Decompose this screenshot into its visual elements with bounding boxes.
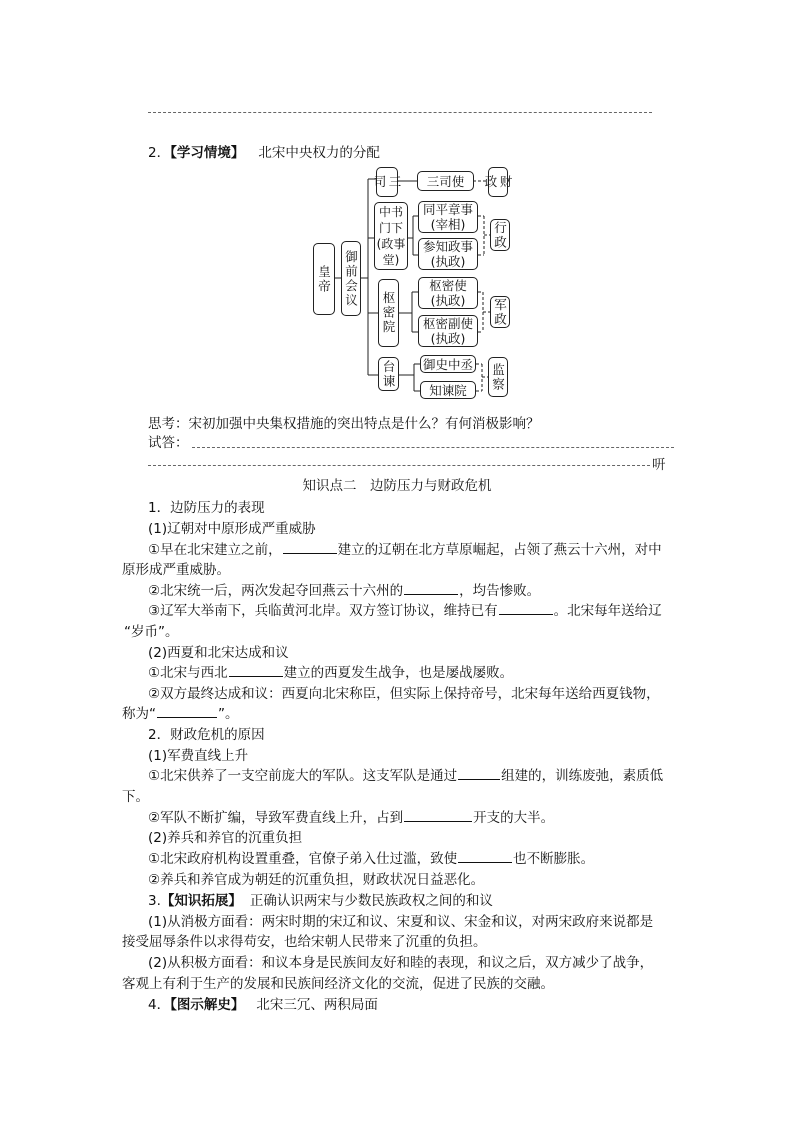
shumifushi-box	[418, 315, 478, 347]
blank-5[interactable]	[157, 703, 217, 718]
p1-a-post: 建立的辽朝在北方草原崛起，占领了燕云十六州，对中	[337, 542, 662, 558]
zhijian-box: 知谏院	[420, 381, 476, 399]
answer-label: 试答：	[148, 435, 189, 451]
section-3-p1-cont: 接受屈辱条件以求得苟安，也给宋朝人民带来了沉重的负担。	[122, 934, 487, 950]
p2-c-pre: ①北宋政府机构设置重叠，官僚子弟入仕过滥，致使	[148, 851, 458, 867]
sansishi-box: 三司使	[417, 171, 474, 191]
jiancha-box: 监察	[488, 357, 508, 397]
p1-a-cont: 原形成严重威胁。	[122, 562, 230, 578]
p2-title: 2．财政危机的原因	[148, 727, 265, 743]
p2-c	[148, 847, 594, 867]
blank-8[interactable]	[458, 848, 512, 863]
p2-sub2: (2)养兵和养官的沉重负担	[148, 830, 303, 846]
section-2-num: 2．	[148, 145, 171, 161]
shumishi-label: 枢密使(执政)	[429, 278, 467, 308]
p2-a-post: 组建的，训练废弛，素质低	[501, 768, 664, 784]
p2-sub1: (1)军费直线上升	[148, 748, 249, 764]
p1-title: 1．边防压力的表现	[148, 500, 265, 516]
caizheng-box: 财政	[488, 167, 508, 197]
section-3-num: 3.	[148, 893, 161, 909]
section-2-tag: 【学习情境】	[170, 145, 245, 161]
p2-a	[148, 764, 663, 784]
p1-d	[148, 661, 513, 681]
p2-d: ②养兵和养官成为朝廷的沉重负担，财政状况日益恶化。	[148, 872, 485, 888]
blank-4[interactable]	[229, 662, 283, 677]
answer-line-top	[148, 112, 652, 113]
section-3-tag: 【知识拓展】	[160, 893, 242, 909]
p2-a-pre: ①北宋供养了一支空前庞大的军队。这支军队是通过	[148, 768, 458, 784]
section-3-p1: (1)从消极方面看：两宋时期的宋辽和议、宋夏和议、宋金和议，对两宋政府来说都是	[148, 914, 654, 930]
p2-b-post: 开支的大半。	[473, 810, 555, 826]
section-4-title	[148, 993, 378, 1013]
answer-line-2	[148, 465, 650, 466]
p1-b-pre: ②北宋统一后，两次发起夺回燕云十六州的	[148, 583, 404, 599]
p1-c-post: 。北宋每年送给辽	[553, 603, 662, 619]
p1-a-pre: ①早在北宋建立之前，	[148, 542, 282, 558]
section-2-text: 北宋中央权力的分配	[258, 145, 380, 161]
p1-sub1: (1)辽朝对中原形成严重威胁	[148, 521, 316, 537]
p1-b	[148, 579, 540, 599]
emperor-box: 皇帝	[313, 243, 335, 315]
blank-6[interactable]	[458, 765, 500, 780]
blank-3[interactable]	[499, 600, 553, 615]
p1-d-post: 建立的西夏发生战争，也是屡战屡败。	[283, 665, 514, 681]
blank-7[interactable]	[404, 807, 472, 822]
p2-b	[148, 806, 554, 826]
shumiyuan-box: 枢密院	[378, 279, 399, 347]
taijian-box: 台谏	[378, 357, 399, 391]
section-4-tag: 【图示解史】	[170, 997, 245, 1013]
xingzheng-box: 行政	[490, 219, 510, 251]
blank-1[interactable]	[283, 539, 337, 554]
section-3-title	[148, 889, 493, 909]
p1-sub2: (2)西夏和北宋达成和议	[148, 645, 289, 661]
blank-2[interactable]	[404, 580, 458, 595]
p1-e-cont-post: ”。	[218, 706, 239, 722]
tongping-box	[418, 201, 478, 233]
knowledge-2-heading: 知识点二 边防压力与财政危机	[302, 478, 492, 494]
p1-e-cont	[122, 702, 239, 722]
p1-b-post: ，均告惨败。	[459, 583, 541, 599]
p1-a	[148, 538, 662, 558]
shumifushi-label: 枢密副使(执政)	[422, 316, 473, 346]
section-2-title	[148, 141, 380, 161]
yushi-box: 御史中丞	[420, 355, 476, 373]
p1-c-cont: “岁币”。	[124, 624, 179, 640]
power-distribution-diagram	[310, 165, 540, 405]
section-4-text: 北宋三冗、两积局面	[256, 997, 378, 1013]
section-3-p2-cont: 客观上有利于生产的发展和民族间经济文化的交流，促进了民族的交融。	[122, 976, 554, 992]
zhongshu-box	[374, 202, 408, 270]
sansi-box: 三司	[376, 167, 398, 197]
p1-e: ②双方最终达成和议：西夏向北宋称臣，但实际上保持帝号，北宋每年送给西夏钱物，	[148, 686, 660, 702]
p2-c-post: 也不断膨胀。	[513, 851, 595, 867]
p2-a-cont: 下。	[122, 789, 149, 805]
section-3-text: 正确认识两宋与少数民族政权之间的和议	[249, 893, 493, 909]
thinking-question: 思考：宋初加强中央集权措施的突出特点是什么？有何消极影响？	[148, 416, 540, 432]
answer-line-tail: 咞	[652, 457, 666, 473]
council-box: 御前会议	[341, 241, 361, 316]
zhongshu-label: 中书门下(政事堂)	[376, 205, 406, 267]
p2-b-pre: ②军队不断扩编，导致军费直线上升，占到	[148, 810, 404, 826]
p1-c-pre: ③辽军大举南下，兵临黄河北岸。双方签订协议，维持已有	[148, 603, 498, 619]
canzhi-label: 参知政事(执政)	[422, 239, 473, 269]
tongping-label: 同平章事(宰相)	[422, 202, 473, 232]
answer-line-1	[192, 447, 674, 448]
p1-d-pre: ①北宋与西北	[148, 665, 228, 681]
section-4-num: 4．	[148, 997, 171, 1013]
p1-c	[148, 599, 662, 619]
p1-e-cont-pre: 称为“	[122, 706, 156, 722]
section-3-p2: (2)从积极方面看：和议本身是民族间友好和睦的表现，和议之后，双方减少了战争，	[148, 955, 654, 971]
canzhi-box	[418, 238, 478, 270]
shumishi-box	[418, 277, 478, 309]
junzheng-box: 军政	[490, 296, 510, 328]
